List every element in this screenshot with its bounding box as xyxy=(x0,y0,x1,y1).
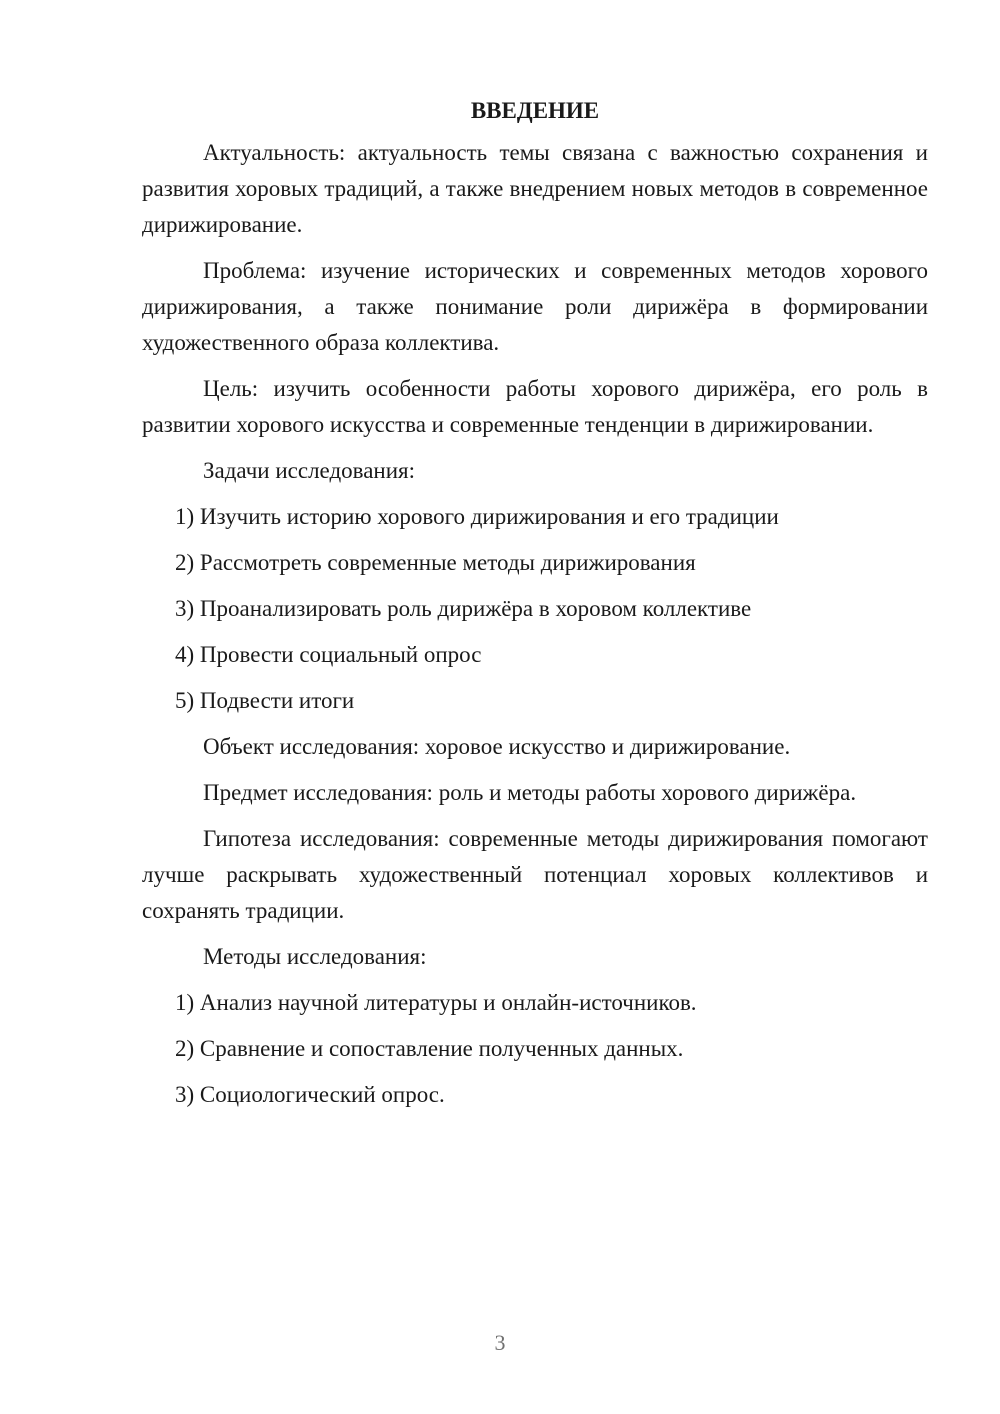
list-item: 1) Изучить историю хорового дирижирования и его традиции xyxy=(175,504,779,529)
list-item: 1) Анализ научной литературы и онлайн-источников. xyxy=(175,990,697,1015)
section-heading: ВВЕДЕНИЕ xyxy=(470,98,600,123)
hypothesis-paragraph: Гипотеза исследования: современные методы дирижирования помогают лучше раскрывать художественный потенциал хоровых коллективов и сохранять традиции. xyxy=(142,826,928,923)
list-item: 2) Рассмотреть современные методы дирижирования xyxy=(175,550,696,575)
goal-paragraph: Цель: изучить особенности работы хорового дирижёра, его роль в развитии хорового искусства и современные тенденции в дирижировании. xyxy=(142,376,928,437)
tasks-list xyxy=(142,499,928,719)
list-item: 5) Подвести итоги xyxy=(175,688,355,713)
list-item: 4) Провести социальный опрос xyxy=(175,642,482,667)
list-item: 2) Сравнение и сопоставление полученных данных. xyxy=(175,1036,684,1061)
page-number: 3 xyxy=(494,1330,506,1355)
subject-paragraph: Предмет исследования: роль и методы работы хорового дирижёра. xyxy=(203,780,857,805)
list-item: 3) Социологический опрос. xyxy=(175,1082,445,1107)
document-page xyxy=(142,93,928,1123)
object-paragraph: Объект исследования: хоровое искусство и дирижирование. xyxy=(203,734,791,759)
tasks-label: Задачи исследования: xyxy=(203,458,416,483)
list-item: 3) Проанализировать роль дирижёра в хоровом коллективе xyxy=(175,596,752,621)
methods-label: Методы исследования: xyxy=(203,944,427,969)
methods-list xyxy=(142,985,928,1113)
problem-paragraph: Проблема: изучение исторических и современных методов хорового дирижирования, а также понимание роли дирижёра в формировании художественного образа коллектива. xyxy=(142,258,928,355)
relevance-paragraph: Актуальность: актуальность темы связана с важностью сохранения и развития хоровых традиций, а также внедрением новых методов в современное дирижирование. xyxy=(142,140,928,237)
